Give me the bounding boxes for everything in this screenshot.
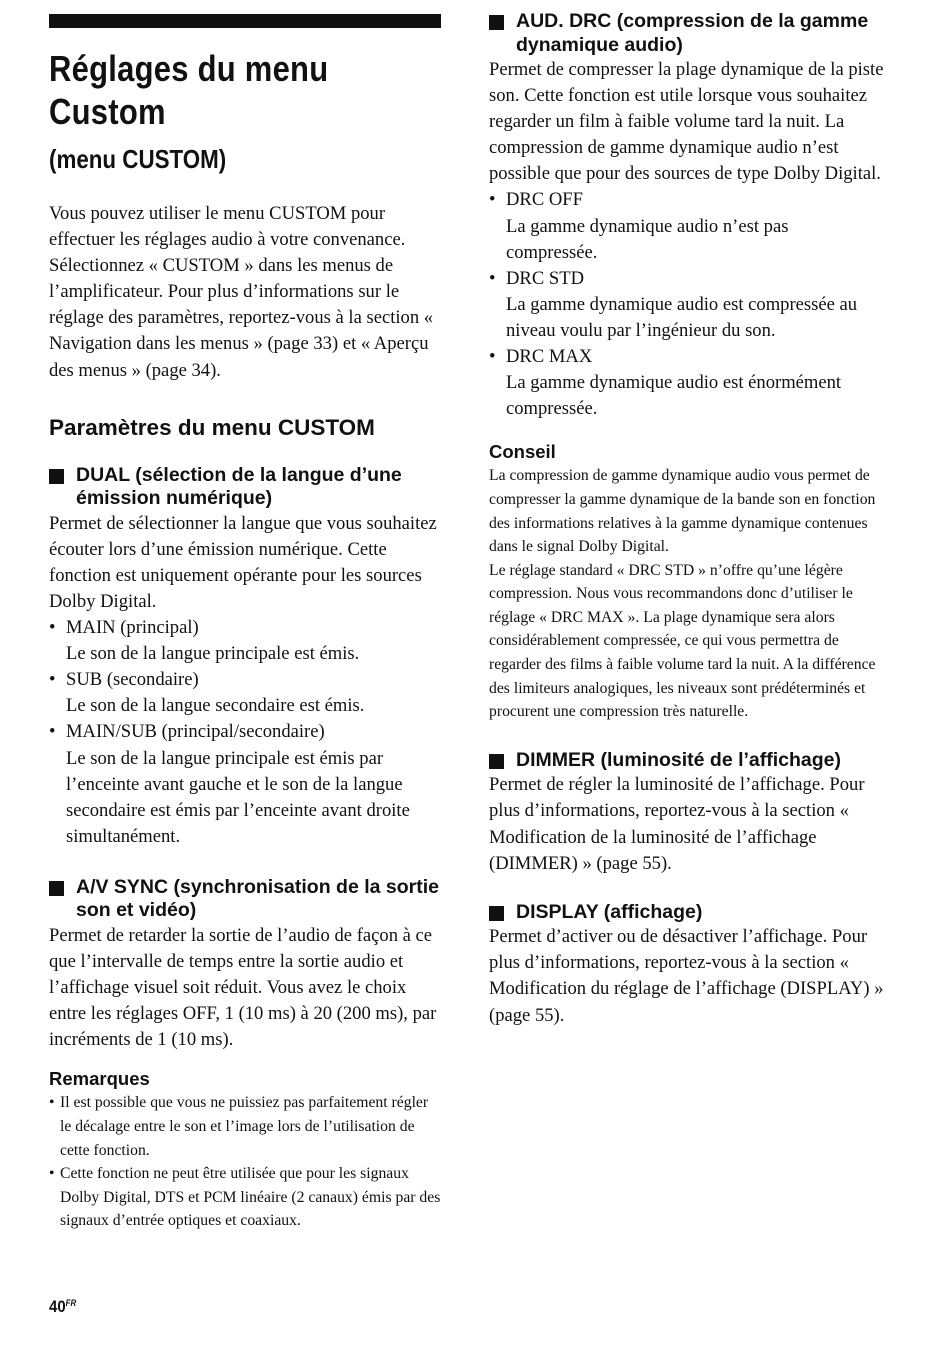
dual-heading: DUAL (sélection de la langue d’une émission numérique) [49, 464, 441, 511]
option-desc: La gamme dynamique audio est compressée au niveau voulu par l’ingénieur du son. [506, 293, 858, 341]
option-label: MAIN/SUB (principal/secondaire) [66, 721, 325, 743]
option-label: DRC OFF [506, 189, 583, 211]
left-column [49, 14, 441, 1233]
drc-text: Permet de compresser la plage dynamique de la piste son. Cette fonction est utile lorsque vous souhaitez regarder un film à faible volume tard la nuit. La compression de gamme dynamique audio n’est possible que pour des sources de type Dolby Digital. [489, 59, 884, 185]
dual-section [49, 464, 441, 850]
avsync-text: Permet de retarder la sortie de l’audio de façon à ce que l’intervalle de temps entre la sortie audio et l’affichage visuel soit réduit. Vous avez le choix entre les réglages OFF, 1 (10 ms) à 20 (200 ms), par incréments de 1 (10 ms). [49, 924, 437, 1051]
display-text: Permet d’activer ou de désactiver l’affichage. Pour plus d’informations, reportez-vous à la section « Modification du réglage de l’affichage (DISPLAY) » (page 55). [489, 926, 884, 1026]
section-square-icon [49, 881, 64, 896]
display-section [489, 901, 884, 1029]
option-label: SUB (secondaire) [66, 669, 199, 691]
page-lang: FR [65, 1298, 77, 1308]
dimmer-section [489, 749, 884, 877]
intro-section [49, 201, 441, 384]
intro-paragraph: Sélectionnez « CUSTOM » dans les menus de l’amplificateur. Pour plus d’informations sur le réglage des paramètres, reportez-vous à la section « Navigation dans les menus » (page 33) et « Aperçu des menus » (page 34). [49, 255, 434, 381]
drc-section [489, 10, 884, 422]
remarques-section [49, 1067, 441, 1233]
conseil-heading: Conseil [489, 441, 556, 463]
page-subtitle: (menu CUSTOM) [49, 144, 227, 174]
section-square-icon [489, 754, 504, 769]
intro-paragraph: Vous pouvez utiliser le menu CUSTOM pour effectuer les réglages audio à votre convenance. [49, 203, 406, 251]
section-square-icon [49, 469, 64, 484]
drc-heading: AUD. DRC (compression de la gamme dynamique audio) [489, 10, 884, 57]
section-square-icon [489, 15, 504, 30]
option-desc: La gamme dynamique audio n’est pas compressée. [506, 215, 789, 263]
list-item: • DRC STD La gamme dynamique audio est compressée au niveau voulu par l’ingénieur du son. [489, 267, 858, 341]
option-label: DRC STD [506, 267, 585, 289]
option-label: DRC MAX [506, 346, 593, 368]
option-desc: Le son de la langue principale est émis. [66, 643, 360, 665]
list-item: • Il est possible que vous ne puissiez pas parfaitement régler le décalage entre le son et l’image lors de l’utilisation de cette fonction. [49, 1094, 429, 1159]
dimmer-text: Permet de régler la luminosité de l’affichage. Pour plus d’informations, reportez-vous à la section « Modification de la luminosité de l’affichage (DIMMER) » (page 55). [489, 774, 865, 874]
dual-text: Permet de sélectionner la langue que vous souhaitez écouter lors d’une émission numérique. Cette fonction est uniquement opérante pour les sources Dolby Digital. [49, 512, 437, 612]
option-desc: Le son de la langue principale est émis par l’enceinte avant gauche et le son de la langue secondaire est émis par l’enceinte avant droite simultanément. [66, 747, 410, 847]
list-item: • DRC OFF La gamme dynamique audio n’est pas compressée. [489, 189, 789, 263]
conseil-paragraph: La compression de gamme dynamique audio vous permet de compresser la gamme dynamique de la bande son en fonction des informations relatives à la gamme dynamique contenues dans le signal Dolby Digital. [489, 467, 876, 556]
list-item: • MAIN (principal) Le son de la langue principale est émis. [49, 617, 360, 665]
right-column [489, 10, 884, 1029]
page-title: Réglages du menu Custom [49, 48, 329, 132]
display-heading: DISPLAY (affichage) [489, 901, 884, 925]
remarques-list [49, 1091, 441, 1233]
avsync-heading: A/V SYNC (synchronisation de la sortie son et vidéo) [49, 876, 441, 923]
list-item: • SUB (secondaire) Le son de la langue secondaire est émis. [49, 669, 365, 717]
drc-options [489, 187, 884, 422]
title-rule [49, 14, 441, 28]
params-heading: Paramètres du menu CUSTOM [49, 414, 375, 440]
list-item: • Cette fonction ne peut être utilisée que pour les signaux Dolby Digital, DTS et PCM linéaire (2 canaux) émis par des signaux d’entrée optiques et coaxiaux. [49, 1165, 441, 1230]
conseil-section [489, 440, 884, 724]
page-number: $40^{FR}$ [49, 1297, 77, 1316]
option-desc: La gamme dynamique audio est énormément compressée. [506, 372, 842, 420]
avsync-section [49, 876, 441, 1053]
list-item: • MAIN/SUB (principal/secondaire) Le son de la langue principale est émis par l’enceinte avant gauche et le son de la langue secondaire est émis par l’enceinte avant droite simultanément. [49, 721, 410, 847]
section-square-icon [489, 906, 504, 921]
list-item: • DRC MAX La gamme dynamique audio est énormément compressée. [489, 346, 842, 420]
option-desc: Le son de la langue secondaire est émis. [66, 695, 365, 717]
dual-options [49, 615, 441, 850]
remarques-heading: Remarques [49, 1068, 150, 1090]
dimmer-heading: DIMMER (luminosité de l’affichage) [489, 749, 884, 773]
option-label: MAIN (principal) [66, 617, 199, 639]
conseil-paragraph: Le réglage standard « DRC STD » n’offre qu’une légère compression. Nous vous recommandons donc d’utiliser le réglage « DRC MAX ». La plage dynamique sera alors considérablement compressée, ce qui vous permettra de regarder des films à faible volume tard la nuit. A la différence des limiteurs analogiques, les niveaux sont prédéterminés et procurent une compression très naturelle. [489, 561, 876, 721]
